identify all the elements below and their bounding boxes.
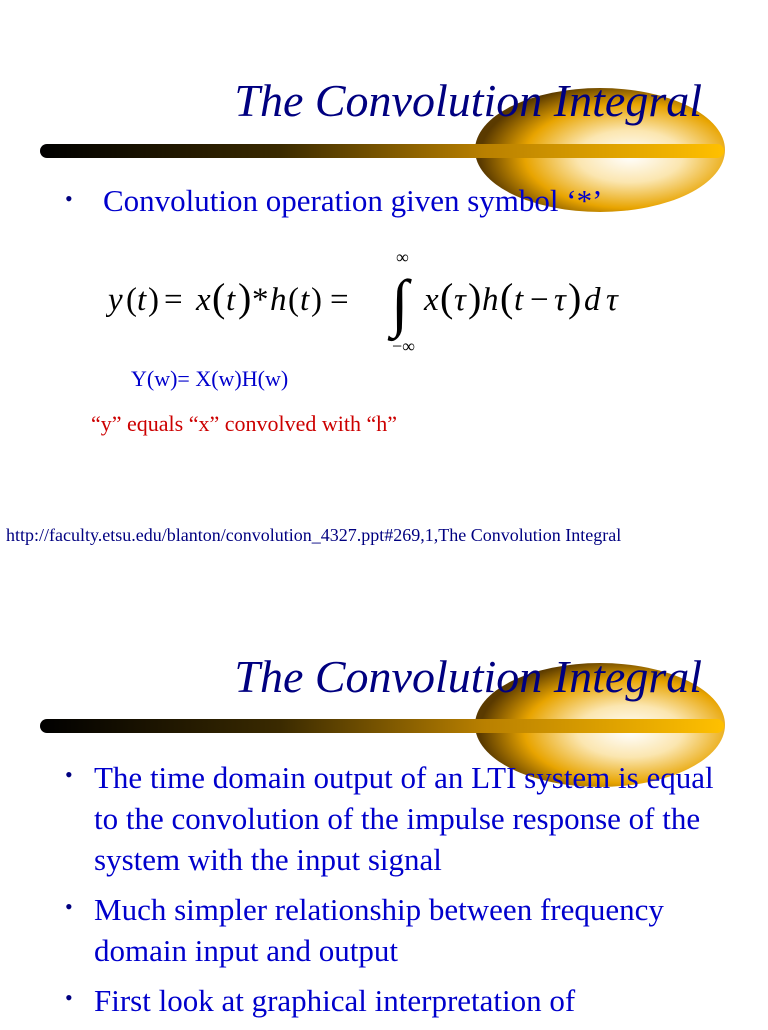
svg-text:): ) xyxy=(148,282,159,318)
svg-text:y: y xyxy=(108,282,123,318)
svg-text:=: = xyxy=(330,282,349,318)
svg-text:d: d xyxy=(584,282,601,318)
svg-text:(: ( xyxy=(440,275,454,320)
bullet-text: Much simpler relationship between frequency domain input and output xyxy=(94,892,664,968)
svg-text:t: t xyxy=(226,282,236,318)
frequency-domain-equation: Y(w)= X(w)H(w) xyxy=(131,366,289,391)
bullet-item xyxy=(65,889,745,971)
svg-text:): ) xyxy=(568,275,582,320)
svg-text:∞: ∞ xyxy=(396,247,409,267)
svg-text:−∞: −∞ xyxy=(392,336,415,356)
bullet-dot-icon: • xyxy=(65,894,73,919)
svg-text:τ: τ xyxy=(554,282,566,318)
svg-text:): ) xyxy=(238,275,252,320)
svg-text:h: h xyxy=(482,282,499,318)
source-link[interactable]: http://faculty.etsu.edu/blanton/convolution_4327.ppt#269,1,The Convolution Integral xyxy=(6,525,622,545)
svg-text:τ: τ xyxy=(454,282,466,318)
svg-text:−: − xyxy=(530,282,549,318)
bullet-dot-icon: • xyxy=(65,186,73,211)
svg-text:(: ( xyxy=(288,282,299,318)
bullet-text: First look at graphical interpretation of xyxy=(94,983,576,1018)
svg-text:x: x xyxy=(424,282,439,318)
svg-text:τ: τ xyxy=(606,282,618,318)
bullet-item xyxy=(65,180,602,221)
svg-text:x: x xyxy=(196,282,211,318)
bullet-dot-icon: • xyxy=(65,762,73,787)
svg-text:(: ( xyxy=(500,275,514,320)
bullet-text: The time domain output of an LTI system is equal to the convolution of the impulse response of the system with the input signal xyxy=(94,760,714,877)
bullet-item xyxy=(65,757,745,880)
slide-title: The Convolution Integral xyxy=(234,75,702,126)
bullet-list xyxy=(65,757,745,1030)
svg-text:t: t xyxy=(300,282,310,318)
bullet-dot-icon: • xyxy=(65,985,73,1010)
svg-text:(: ( xyxy=(212,275,226,320)
verbal-description: “y” equals “x” convolved with “h” xyxy=(91,411,398,436)
bullet-item xyxy=(65,980,745,1021)
convolution-equation xyxy=(106,240,666,360)
svg-text:=: = xyxy=(164,282,183,318)
slide-1 xyxy=(0,0,768,500)
slide-title: The Convolution Integral xyxy=(234,651,702,702)
svg-text:): ) xyxy=(311,282,322,318)
svg-text:t: t xyxy=(137,282,147,318)
svg-text:): ) xyxy=(468,275,482,320)
svg-text:t: t xyxy=(514,282,524,318)
svg-text:∫: ∫ xyxy=(391,267,409,338)
svg-text:h: h xyxy=(270,282,287,318)
svg-text:*: * xyxy=(252,282,269,318)
svg-text:(: ( xyxy=(126,282,137,318)
bullet-text: Convolution operation given symbol ‘*’ xyxy=(103,183,603,218)
slide-2 xyxy=(0,575,768,1024)
